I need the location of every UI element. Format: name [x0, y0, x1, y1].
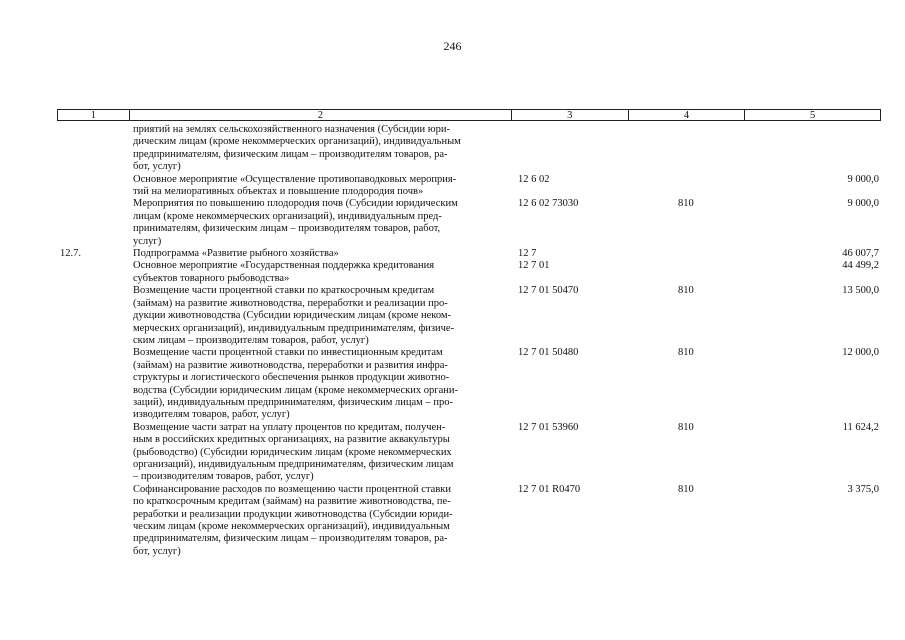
description-line: приятий на землях сельскохозяйственного назначения (Субсидии юри-	[133, 124, 450, 135]
amount: 11 624,2	[842, 421, 879, 433]
expense-type: 810	[678, 285, 694, 297]
description-line: Основное мероприятие «Осуществление противопаводковых мероприя-	[133, 173, 457, 185]
amount: 13 500,0	[842, 285, 879, 297]
description-line: бот, услуг)	[133, 161, 181, 173]
description-line: предпринимателям, физическим лицам – производителям товаров, ра-	[133, 533, 448, 545]
description-line: структуры и логистического обеспечения рынков продукции животно-	[133, 372, 450, 384]
amount: 9 000,0	[847, 173, 879, 185]
description-line: тий на мелиоративных объектах и повышение плодородия почв»	[133, 186, 424, 198]
column-header-row	[57, 109, 881, 121]
item-description	[133, 124, 513, 174]
description-line: Мероприятия по повышению плодородия почв (Субсидии юридическим	[133, 198, 458, 210]
table-row	[0, 484, 905, 558]
description-line: лицам (кроме некоммерческих организаций), индивидуальным пред-	[133, 210, 442, 222]
budget-code: 12 7 01 50480	[518, 347, 579, 359]
description-line: (займам) на развитие животноводства, переработки и развития инфра-	[133, 359, 448, 371]
description-line: субъектов товарного рыбоводства»	[133, 272, 290, 284]
expense-type: 810	[678, 347, 694, 359]
description-line: ским лицам – производителям товаров, работ, услуг)	[133, 334, 369, 346]
budget-code: 12 7 01	[518, 260, 550, 272]
budget-table-body	[0, 124, 905, 558]
budget-code: 12 6 02 73030	[518, 198, 579, 210]
description-line: Возмещение части затрат на уплату процентов по кредитам, получен-	[133, 421, 446, 433]
amount: 3 375,0	[847, 483, 879, 495]
description-line: принимателям, физическим лицам – производителям товаров, работ,	[133, 223, 441, 235]
table-row	[0, 198, 905, 248]
budget-code: 12 6 02	[518, 173, 550, 185]
column-header-3: 3	[512, 110, 629, 120]
description-line: Подпрограмма «Развитие рыбного хозяйства»	[133, 248, 339, 260]
item-description	[133, 484, 513, 558]
table-row	[0, 260, 905, 285]
amount: 12 000,0	[842, 347, 879, 359]
description-line: изводителям товаров, работ, услуг)	[133, 409, 290, 421]
budget-code: 12 7 01 53960	[518, 421, 579, 433]
column-header-2: 2	[130, 110, 512, 120]
budget-code: 12 7 01 50470	[518, 285, 579, 297]
description-line: дукции животноводства (Субсидии юридическим лицам (кроме неком-	[133, 310, 452, 322]
item-description	[133, 248, 513, 260]
description-line: ным в российских кредитных организациях, на развитие аквакультуры	[133, 434, 450, 446]
item-description	[133, 260, 513, 285]
item-description	[133, 198, 513, 248]
column-header-1: 1	[58, 110, 130, 120]
item-description	[133, 347, 513, 421]
table-row	[0, 422, 905, 484]
table-row	[0, 248, 905, 260]
table-row	[0, 174, 905, 199]
description-line: мерческих организаций), индивидуальным предпринимателям, физиче-	[133, 322, 455, 334]
description-line: водства (Субсидии юридическим лицам (кроме некоммерческих органи-	[133, 384, 458, 396]
item-description	[133, 174, 513, 199]
description-line: заций), индивидуальным предпринимателям, физическим лицам – про-	[133, 396, 453, 408]
description-line: Возмещение части процентной ставки по краткосрочным кредитам	[133, 285, 435, 297]
page-number: 246	[443, 39, 462, 53]
description-line: предпринимателям, физическим лицам – производителям товаров, ра-	[133, 148, 448, 160]
amount: 9 000,0	[847, 198, 879, 210]
amount: 44 499,2	[842, 260, 879, 272]
description-line: ческим лицам (кроме некоммерческих организаций), индивидуальным	[133, 521, 450, 532]
description-line: – производителям товаров, работ, услуг)	[133, 471, 314, 483]
description-line: реработки и реализации продукции животноводства (Субсидии юриди-	[133, 508, 453, 520]
description-line: услуг)	[133, 235, 162, 247]
budget-code: 12 7	[518, 248, 537, 260]
description-line: организаций), индивидуальным предпринимателям, физическим лицам	[133, 458, 454, 470]
description-line: Основное мероприятие «Государственная поддержка кредитования	[133, 260, 435, 272]
expense-type: 810	[678, 421, 694, 433]
item-description	[133, 285, 513, 347]
budget-code: 12 7 01 R0470	[518, 483, 581, 495]
table-row	[0, 347, 905, 421]
table-row	[0, 124, 905, 174]
description-line: бот, услуг)	[133, 545, 181, 557]
expense-type: 810	[678, 198, 694, 210]
description-line: по краткосрочным кредитам (займам) на развитие животноводства, пе-	[133, 496, 451, 508]
expense-type: 810	[678, 483, 694, 495]
amount: 46 007,7	[842, 248, 879, 260]
item-number: 12.7.	[60, 248, 81, 260]
item-description	[133, 422, 513, 484]
description-line: Софинансирование расходов по возмещению части процентной ставки	[133, 483, 452, 495]
column-header-5: 5	[810, 110, 816, 121]
description-line: дическим лицам (кроме некоммерческих организаций), индивидуальным	[133, 136, 461, 148]
column-header-4: 4	[629, 110, 746, 120]
description-line: (рыбоводство) (Субсидии юридическим лицам (кроме некоммерческих	[133, 446, 452, 458]
description-line: Возмещение части процентной ставки по инвестиционным кредитам	[133, 347, 443, 359]
table-row	[0, 285, 905, 347]
description-line: (займам) на развитие животноводства, переработки и реализации про-	[133, 297, 448, 309]
